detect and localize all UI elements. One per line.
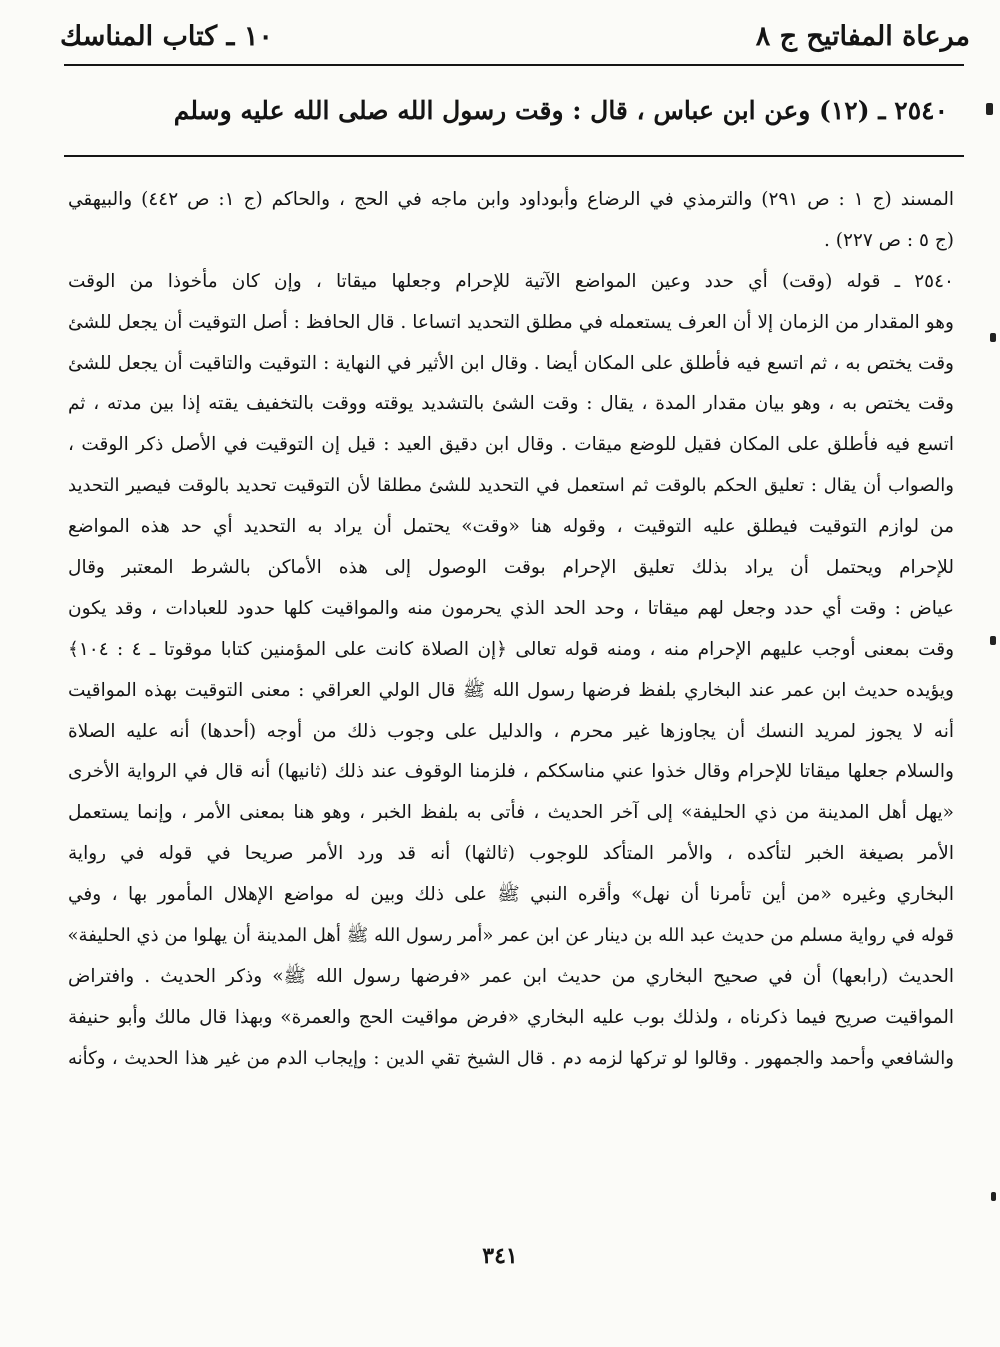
commentary-line: وهو المقدار من الزمان إلا أن العرف يستعمله في مطلق التحديد اتساعا . قال الحافظ : أصل التوقيت أن يجعل للشئ — [68, 311, 954, 333]
commentary-line: للإحرام ويحتمل أن يراد بذلك تعليق الإحرام بوقت الوصول إلى هذه الأماكن بالشرط المعتبر وقال — [68, 557, 954, 579]
commentary-line: عياض : وقت أي حدد وجعل لهم ميقاتا ، وحد الحد الذي يحرمون منه والمواقيت كلها حدود للعبادات ، وقد يكون — [68, 597, 954, 619]
commentary-body — [68, 180, 954, 1080]
binding-mark — [990, 636, 996, 645]
commentary-line: اتسع فيه فأطلق على المكان فقيل للوضع ميقات . وقال ابن دقيق العيد : قيل إن التوقيت في الأصل ذكر الوقت ، — [68, 434, 954, 456]
commentary-line: ويؤيده حديث ابن عمر عند البخاري بلفظ فرضها رسول الله ﷺ قال الولي العراقي : معنى التوقيت بهذه المواقيت — [68, 679, 954, 701]
commentary-line: من لوازم التوقيت فيطلق عليه التوقيت ، وقوله هنا «وقت» يحتمل أن يراد به التحديد أي حد هذه المواضع — [68, 516, 954, 538]
commentary-line: وقت بمعنى أوجب عليهم الإحرام منه ، ومنه قوله تعالى ﴿إن الصلاة كانت على المؤمنين كتابا موقوتا ـ ٤ : ١٠٤﴾ — [68, 638, 954, 660]
binding-mark — [991, 1192, 996, 1201]
header-book-title: مرعاة المفاتيح ج ٨ — [755, 20, 970, 52]
commentary-line: (ج ٥ : ص ٢٢٧) . — [823, 229, 954, 251]
commentary-line: الحديث (رابعها) أن في صحيح البخاري من حديث ابن عمر «فرضها رسول الله ﷺ» وذكر الحديث . وافتراض — [68, 965, 954, 987]
commentary-line: وقت يختص به ، ثم اتسع فيه فأطلق على المكان أيضا . وقال ابن الأثير في النهاية : التوقيت والتاقيت أن يجعل للشئ — [68, 352, 954, 374]
commentary-line: ٢٥٤٠ ـ قوله (وقت) أي حدد وعين المواضع الآتية للإحرام وجعلها ميقاتا ، وإن كان مأخوذا من الوقت — [68, 270, 954, 292]
header-chapter-title: ١٠ ـ كتاب المناسك — [60, 20, 273, 52]
commentary-line: أنه لا يجوز لمريد النسك أن يجاوزها غير محرم ، والدليل على وجوب ذلك من أوجه (أحدها) أنه عليه الصلاة — [68, 720, 954, 742]
hadith-separator-rule — [64, 155, 964, 157]
binding-mark — [990, 333, 996, 342]
page-number: ٣٤١ — [482, 1243, 518, 1269]
commentary-line: وقت يختص به ، وهو بيان مقدار المدة ، يقال : وقت الشئ بالتشديد يوقته ووقت بالتخفيف يقته إذا بين مدته ، ثم — [68, 393, 954, 415]
header-rule — [64, 64, 964, 66]
commentary-line: المواقيت صريح فيما ذكرناه ، ولذلك بوب عليه البخاري «فرض مواقيت الحج والعمرة» وبهذا قال مالك وأبو حنيفة — [68, 1006, 954, 1028]
commentary-line: البخاري وغيره «من أين تأمرنا أن نهل» وأقره النبي ﷺ على ذلك وبين له مواضع الإهلال المأمور بها ، وفي — [68, 884, 954, 906]
binding-mark — [986, 103, 993, 115]
commentary-line: قوله في رواية مسلم من حديث عبد الله بن دينار عن ابن عمر «أمر رسول الله ﷺ أهل المدينة أن يهلوا من ذي الحليفة» — [68, 925, 954, 947]
commentary-line: الأمر بصيغة الخبر لتأكده ، والأمر المتأكد للوجوب (ثالثها) أنه قد ورد الأمر صريحا في قوله في رواية — [68, 843, 954, 865]
commentary-line: والشافعي وأحمد والجمهور . وقالوا لو تركها لزمه دم . قال الشيخ تقي الدين : وإيجاب الدم من غير هذا الحديث ، وكأنه — [68, 1047, 954, 1069]
hadith-text: ٢٥٤٠ ـ (١٢) وعن ابن عباس ، قال : وقت رسول الله صلى الله عليه وسلم — [173, 96, 948, 125]
commentary-line: «يهل أهل المدينة من ذي الحليفة» إلى آخر الحديث ، فأتى به بلفظ الخبر ، وهو هنا بمعنى الأمر ، وإنما يستعمل — [68, 802, 954, 824]
running-header — [60, 16, 970, 56]
commentary-line: والصواب أن يقال : تعليق الحكم بالوقت ثم استعمل في التحديد للشئ مطلقا لأن التوقيت تحديد بالوقت فيصير التحديد — [68, 475, 954, 497]
commentary-line: والسلام جعلها ميقاتا للإحرام وقال خذوا عني مناسككم ، فلزمنا الوقوف عند ذلك (ثانيها) أنه قال في الرواية الأخرى — [68, 761, 954, 783]
commentary-line: المسند (ج ١ : ص ٢٩١) والترمذي في الرضاع وأبوداود وابن ماجه في الحج ، والحاكم (ج ١: ص ٤٤٢) والبيهقي — [68, 189, 954, 210]
